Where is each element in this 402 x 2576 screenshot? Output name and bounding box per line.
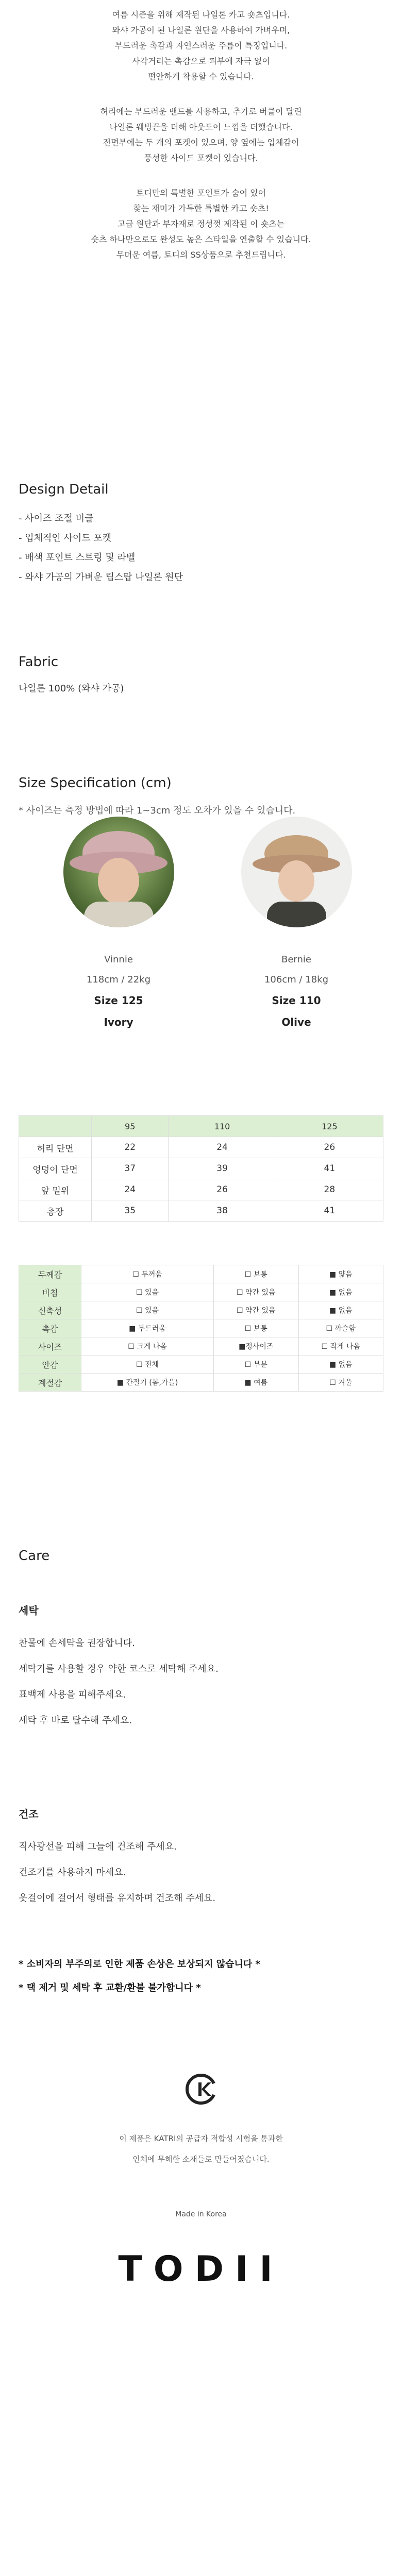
- table-cell: ■ 없음: [298, 1301, 383, 1319]
- list-item: 옷걸이에 걸어서 형태를 유지하며 건조해 주세요.: [19, 1893, 216, 1904]
- feature-table: [19, 1265, 383, 1392]
- list-item: - 배색 포인트 스트링 및 라벨: [19, 552, 136, 563]
- model-spec: 106cm / 18kg: [264, 974, 329, 985]
- table-cell: ☐ 까슬함: [298, 1319, 383, 1337]
- intro-line: 찾는 재미가 가득한 특별한 카고 숏츠!: [133, 204, 269, 213]
- table-row-header: 계절감: [19, 1374, 81, 1392]
- dry-instructions: [19, 1834, 215, 1911]
- table-header-cell: 95: [92, 1116, 169, 1137]
- intro-line: 전면부에는 두 개의 포켓이 있으며, 양 옆에는 입체감이: [103, 138, 299, 147]
- model-card-vinnie: [57, 817, 180, 1028]
- table-cell: 22: [92, 1137, 169, 1158]
- model-color: Ivory: [104, 1016, 133, 1028]
- table-row-header: 촉감: [19, 1319, 81, 1337]
- notice-line: * 택 제거 및 세탁 후 교환/환불 불가합니다 *: [19, 1982, 201, 1993]
- size-table-header-row: [19, 1116, 383, 1137]
- table-cell: 28: [276, 1179, 383, 1200]
- intro-text: [0, 7, 402, 270]
- size-spec-title: Size Specification (cm): [19, 775, 172, 791]
- intro-line: 허리에는 부드러운 밴드를 사용하고, 추가로 버클이 달린: [100, 107, 302, 116]
- table-cell: ☐ 두꺼움: [81, 1265, 214, 1283]
- table-cell: ■ 간절기 (봄,가을): [81, 1374, 214, 1392]
- table-cell: ☐ 크게 나옴: [81, 1337, 214, 1355]
- table-row: [19, 1200, 383, 1222]
- intro-paragraph-3: [0, 185, 402, 263]
- table-row: [19, 1179, 383, 1200]
- list-item: 세탁기를 사용할 경우 약한 코스로 세탁해 주세요.: [19, 1664, 219, 1674]
- table-row: [19, 1319, 383, 1337]
- table-cell: 35: [92, 1200, 169, 1222]
- intro-line: 토디만의 특별한 포인트가 숨어 있어: [136, 188, 266, 198]
- table-cell: ☐ 전체: [81, 1355, 214, 1374]
- table-cell: ■ 여름: [214, 1374, 298, 1392]
- table-row-header: 신축성: [19, 1301, 81, 1319]
- table-cell: ☐ 작게 나옴: [298, 1337, 383, 1355]
- list-item: 건조기를 사용하지 마세요.: [19, 1867, 126, 1878]
- table-cell: 24: [169, 1137, 276, 1158]
- model-photo: [63, 817, 174, 927]
- table-row-header: 두께감: [19, 1265, 81, 1283]
- model-name: Vinnie: [104, 954, 133, 965]
- table-row: [19, 1265, 383, 1283]
- table-row: [19, 1301, 383, 1319]
- table-row: [19, 1137, 383, 1158]
- table-row-header: 사이즈: [19, 1337, 81, 1355]
- fabric-value: 나일론 100% (와샤 가공): [19, 683, 124, 694]
- table-row: [19, 1374, 383, 1392]
- kc-text-1: 이 제품은 KATRI의 공급자 적합성 시험을 통과한: [119, 2134, 283, 2143]
- table-cell: 26: [169, 1179, 276, 1200]
- table-cell: 38: [169, 1200, 276, 1222]
- model-photo-image: [241, 817, 352, 927]
- intro-line: 나일론 웨빙끈을 더해 아웃도어 느낌을 더했습니다.: [109, 122, 293, 132]
- list-item: - 입체적인 사이드 포켓: [19, 533, 112, 544]
- made-in-label: Made in Korea: [175, 2210, 227, 2218]
- design-detail-title: Design Detail: [19, 482, 109, 497]
- table-cell: 41: [276, 1200, 383, 1222]
- table-cell: 39: [169, 1158, 276, 1179]
- intro-paragraph-2: [0, 104, 402, 166]
- intro-paragraph-1: [0, 7, 402, 84]
- table-row-header: 엉덩이 단면: [19, 1158, 92, 1179]
- kc-text-2: 인체에 무해한 소재들로 만들어졌습니다.: [132, 2155, 270, 2164]
- table-cell: ☐ 부분: [214, 1355, 298, 1374]
- table-cell: ■ 부드러움: [81, 1319, 214, 1337]
- table-cell: ☐ 있음: [81, 1301, 214, 1319]
- brand-logo: TODII: [118, 2249, 284, 2290]
- dry-title: 건조: [19, 1808, 39, 1820]
- table-cell: ☐ 보통: [214, 1265, 298, 1283]
- model-name: Bernie: [281, 954, 311, 965]
- intro-line: 부드러운 촉감과 자연스러운 주름이 특징입니다.: [114, 41, 288, 50]
- intro-line: 사각거리는 촉감으로 피부에 자극 없이: [132, 56, 270, 66]
- model-size: Size 110: [272, 994, 321, 1007]
- table-row: [19, 1158, 383, 1179]
- intro-line: 와샤 가공이 된 나일론 원단을 사용하여 가벼우며,: [112, 25, 290, 35]
- list-item: - 사이즈 조절 버클: [19, 513, 94, 524]
- intro-line: 고급 원단과 부자재로 정성껏 제작된 이 숏츠는: [117, 219, 285, 229]
- notice-line: * 소비자의 부주의로 인한 제품 손상은 보상되지 않습니다 *: [19, 1959, 260, 1970]
- wash-title: 세탁: [19, 1604, 39, 1617]
- table-row-header: 총장: [19, 1200, 92, 1222]
- table-cell: ■ 없음: [298, 1355, 383, 1374]
- table-row: [19, 1355, 383, 1374]
- table-row-header: 허리 단면: [19, 1137, 92, 1158]
- design-detail-list: [19, 509, 183, 587]
- list-item: 세탁 후 바로 탈수해 주세요.: [19, 1715, 132, 1726]
- table-row: [19, 1337, 383, 1355]
- model-color: Olive: [281, 1016, 311, 1028]
- intro-line: 숏츠 하나만으로도 완성도 높은 스타일을 연출할 수 있습니다.: [91, 234, 311, 244]
- model-photo: [241, 817, 352, 927]
- wash-instructions: [19, 1631, 219, 1734]
- intro-line: 풍성한 사이드 포켓이 있습니다.: [144, 153, 258, 163]
- table-row-header: 비침: [19, 1283, 81, 1301]
- kc-certification-icon: [183, 2071, 219, 2107]
- list-item: 표백제 사용을 피해주세요.: [19, 1689, 126, 1700]
- size-spec-note: * 사이즈는 측정 방법에 따라 1~3cm 정도 오차가 있을 수 있습니다.: [19, 805, 296, 816]
- table-cell: ☐ 약간 있음: [214, 1301, 298, 1319]
- table-cell: ■정사이즈: [214, 1337, 298, 1355]
- list-item: 찬물에 손세탁을 권장합니다.: [19, 1638, 135, 1649]
- table-cell: 24: [92, 1179, 169, 1200]
- table-cell: ☐ 약간 있음: [214, 1283, 298, 1301]
- table-cell: ☐ 있음: [81, 1283, 214, 1301]
- table-header-cell: 125: [276, 1116, 383, 1137]
- table-cell: 41: [276, 1158, 383, 1179]
- intro-line: 편안하게 착용할 수 있습니다.: [148, 72, 254, 81]
- table-row-header: 안감: [19, 1355, 81, 1374]
- table-row-header: 앞 밑위: [19, 1179, 92, 1200]
- intro-line: 여름 시즌을 위해 제작된 나일론 카고 숏츠입니다.: [112, 10, 290, 20]
- table-cell: ☐ 보통: [214, 1319, 298, 1337]
- table-cell: ■ 없음: [298, 1283, 383, 1301]
- table-cell: ■ 얇음: [298, 1265, 383, 1283]
- model-card-bernie: [234, 817, 358, 1028]
- model-spec: 118cm / 22kg: [86, 974, 151, 985]
- notice-list: [19, 1953, 260, 2000]
- model-photo-image: [63, 817, 174, 927]
- list-item: 직사광선을 피해 그늘에 건조해 주세요.: [19, 1841, 177, 1852]
- care-title: Care: [19, 1548, 50, 1564]
- table-cell: 26: [276, 1137, 383, 1158]
- intro-line: 무더운 여름, 토디의 SS상품으로 추천드립니다.: [116, 250, 286, 260]
- table-cell: ☐ 겨울: [298, 1374, 383, 1392]
- model-size: Size 125: [94, 994, 143, 1007]
- list-item: - 와샤 가공의 가벼운 립스탑 나일론 원단: [19, 572, 183, 583]
- table-header-cell: [19, 1116, 92, 1137]
- table-row: [19, 1283, 383, 1301]
- size-table: [19, 1115, 383, 1222]
- fabric-title: Fabric: [19, 654, 59, 670]
- table-header-cell: 110: [169, 1116, 276, 1137]
- table-cell: 37: [92, 1158, 169, 1179]
